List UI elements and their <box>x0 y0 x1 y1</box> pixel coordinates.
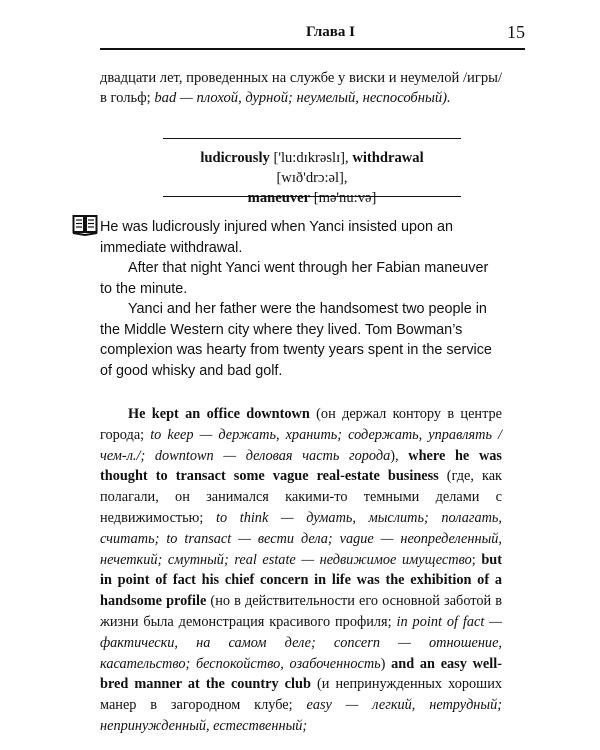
translation-1: (он держал контору в центре города; <box>100 406 502 443</box>
english-paragraph-3: Yanci and her father were the handsomest two people in the Middle Western city where they lived. Tom Bowman’s complexion was hearty from twenty years spent in the service of good whisky and bad golf. <box>100 301 492 379</box>
english-excerpt <box>100 217 502 381</box>
page-number: 15 <box>507 22 525 42</box>
vocab-ipa-2: [wɪð'drɔ:əl], <box>276 170 348 186</box>
intro-paragraph <box>100 68 502 108</box>
chapter-title: Глава I <box>306 24 355 40</box>
phrase-3: but in point of fact his chief concern in life was the exhibition of a handsome profile <box>100 551 503 610</box>
gloss-4: easy — легкий, нетрудный; непринужденный, естественный; <box>100 697 502 734</box>
translation-2: (где, как полагали, он занимался какими-то темными делами с недвижимостью; <box>100 468 502 526</box>
separator-2: ; <box>471 551 482 568</box>
vocabulary-box <box>163 148 461 208</box>
header-rule <box>100 48 525 50</box>
gloss-3: in point of fact — фактически, на самом деле; concern — отношение, касательство; беспокойство, озабоченность <box>100 613 502 672</box>
intro-text: двадцати лет, проведенных на службе у виски и неумелой /игры/ в гольф; <box>100 70 502 106</box>
vocab-word-3: maneuver <box>247 190 311 206</box>
vocab-word-2: withdrawal <box>352 150 424 166</box>
gloss-1: to keep — держать, хранить; содержать, управлять /чем-л./; downtown — деловая часть города <box>100 426 503 464</box>
translation-4: (и непринужденных хороших манер в загородном клубе; <box>100 676 502 714</box>
open-book-icon <box>72 214 98 236</box>
separator-3: ) <box>380 655 392 672</box>
phrase-2: where he was thought to transact some vague real-estate business <box>100 447 502 485</box>
phrase-1: He kept an office downtown <box>128 406 310 422</box>
vocab-bottom-rule <box>163 196 461 197</box>
intro-headword: bad <box>154 90 177 106</box>
english-paragraph-2: After that night Yanci went through her Fabian maneuver to the minute. <box>100 260 489 297</box>
running-header <box>100 22 525 44</box>
gloss-2: to think — думать, мыслить; полагать, считать; to transact — вести дела; vague — неопределенный, нечеткий; смутный; real estate — недвижимое имущество <box>100 509 502 568</box>
annotated-paragraph <box>100 404 502 737</box>
vocab-ipa-3: [mə'nu:və] <box>313 190 377 206</box>
english-paragraph-1: He was ludicrously injured when Yanci insisted upon an immediate withdrawal. <box>100 219 454 256</box>
translation-3: (но в действительности его основной заботой в жизни была демонстрация красивого профиля; <box>100 593 502 630</box>
separator-1: ), <box>390 447 409 464</box>
phrase-4: and an easy well-bred manner at the country club <box>100 655 502 693</box>
vocab-ipa-1: ['lu:dɪkrəslɪ], <box>273 150 349 166</box>
vocab-top-rule <box>163 138 461 139</box>
intro-gloss: — плохой, дурной; неумелый, неспособный). <box>179 90 451 106</box>
vocab-word-1: ludicrously <box>200 150 270 166</box>
